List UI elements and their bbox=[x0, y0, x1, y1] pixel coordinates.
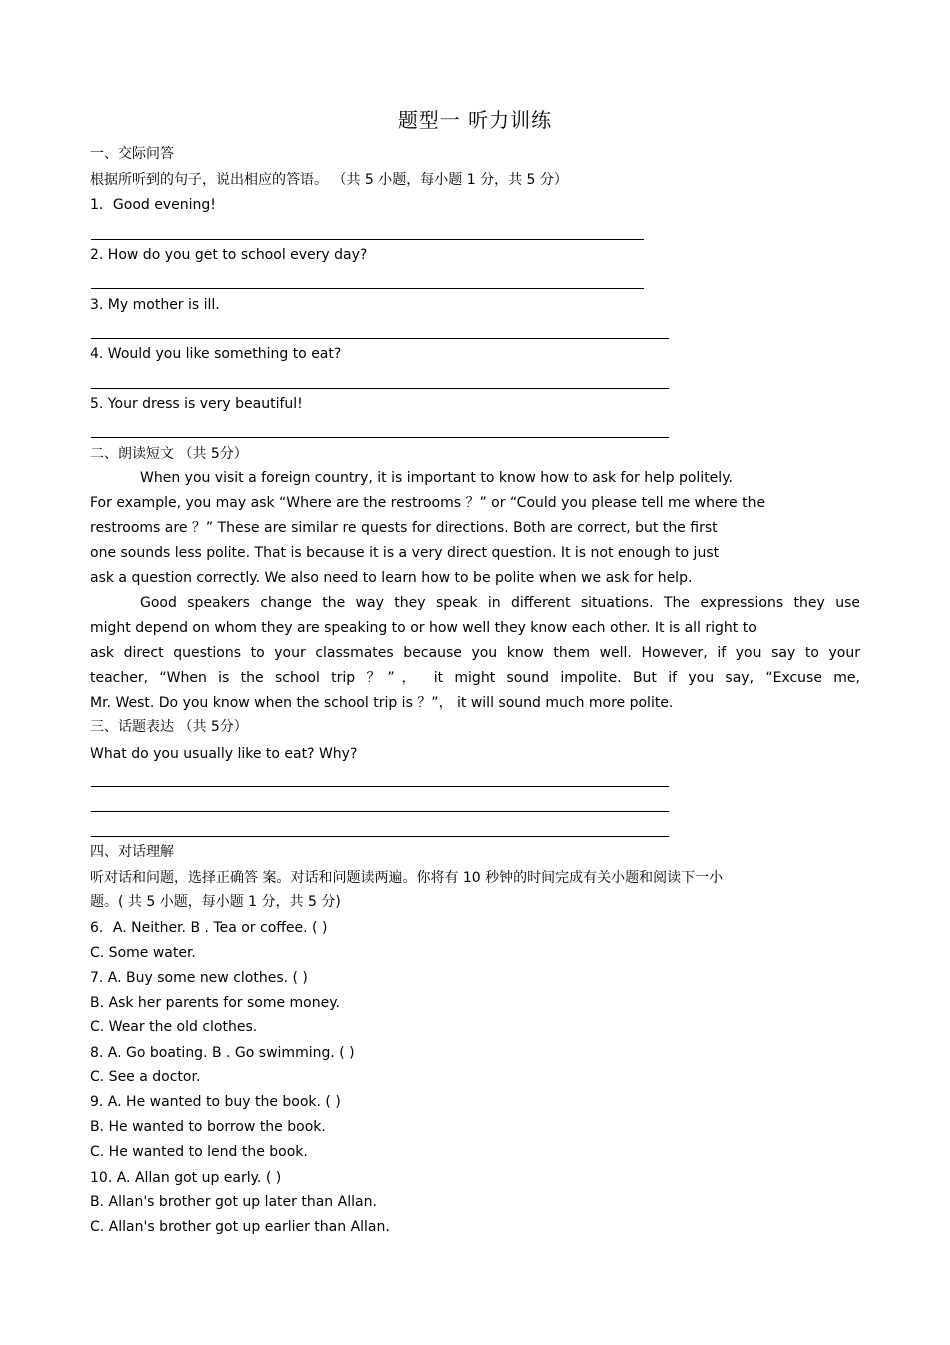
passage-line: For example, you may ask “Where are the restrooms ？” or “Could you please tell me where the bbox=[90, 495, 766, 511]
passage-line: restrooms are ？” These are similar re quests for directions. Both are correct, but the first bbox=[90, 520, 718, 536]
section1-heading: 一、交际问答 bbox=[90, 146, 174, 162]
question-item: 2. How do you get to school every day? bbox=[90, 247, 368, 263]
choice-line: 6．A. Neither. B . Tea or coffee. ( ) bbox=[90, 920, 328, 936]
passage-line: might depend on whom they are speaking to or how well they know each other. It is all right to bbox=[90, 620, 757, 636]
section2-heading: 二、朗读短文 （共 5分） bbox=[90, 446, 248, 462]
passage-line: ask direct questions to your classmates because you know them well. However, if you say to your bbox=[90, 645, 860, 661]
topic-question: What do you usually like to eat? Why? bbox=[90, 746, 358, 762]
answer-line bbox=[91, 338, 669, 339]
section3-heading: 三、话题表达 （共 5分） bbox=[90, 719, 248, 735]
choice-line: B. He wanted to borrow the book. bbox=[90, 1119, 326, 1135]
choice-line: B. Allan's brother got up later than Allan. bbox=[90, 1194, 377, 1210]
choice-line: C. He wanted to lend the book. bbox=[90, 1144, 308, 1160]
choice-line: C. Wear the old clothes. bbox=[90, 1019, 258, 1035]
reading-passage bbox=[90, 466, 860, 716]
passage-line: Mr. West. Do you know when the school trip is ？”， it will sound much more polite. bbox=[90, 695, 674, 711]
question-item: 3. My mother is ill. bbox=[90, 297, 220, 313]
answer-line bbox=[91, 288, 644, 289]
choice-line: 7. A. Buy some new clothes. ( ) bbox=[90, 970, 308, 986]
answer-line bbox=[91, 811, 669, 812]
choice-line: B. Ask her parents for some money. bbox=[90, 995, 340, 1011]
question-item: 4. Would you like something to eat? bbox=[90, 346, 342, 362]
answer-line bbox=[91, 388, 669, 389]
answer-line bbox=[91, 437, 669, 438]
choice-line: 8. A. Go boating. B . Go swimming. ( ) bbox=[90, 1045, 355, 1061]
passage-line: teacher, “When is the school trip ？”， it might sound impolite. But if you say, “Excuse me, bbox=[90, 670, 860, 686]
passage-line: Good speakers change the way they speak in different situations. The expressions they use bbox=[140, 595, 860, 611]
section4-instruction: 听对话和问题，选择正确答 案。对话和问题读两遍。你将有 10 秒钟的时间完成有关小题和阅读下一小 bbox=[90, 870, 724, 886]
passage-line: one sounds less polite. That is because it is a very direct question. It is not enough to just bbox=[90, 545, 720, 561]
choice-line: C. Allan's brother got up earlier than Allan. bbox=[90, 1219, 390, 1235]
page-title: 题型一 听力训练 bbox=[397, 108, 553, 132]
section4-instruction: 题。( 共 5 小题，每小题 1 分，共 5 分) bbox=[90, 894, 341, 910]
choice-line: C. See a doctor. bbox=[90, 1069, 201, 1085]
answer-line bbox=[91, 836, 669, 837]
answer-line bbox=[91, 786, 669, 787]
passage-line: When you visit a foreign country, it is important to know how to ask for help politely. bbox=[140, 470, 733, 486]
section1-instruction: 根据所听到的句子，说出相应的答语。 （共 5 小题，每小题 1 分，共 5 分） bbox=[90, 172, 568, 188]
question-item: 5. Your dress is very beautiful! bbox=[90, 396, 303, 412]
question-item: 1．Good evening! bbox=[90, 197, 216, 213]
choice-line: 9. A. He wanted to buy the book. ( ) bbox=[90, 1094, 341, 1110]
section4-heading: 四、对话理解 bbox=[90, 844, 174, 860]
choice-line: C. Some water. bbox=[90, 945, 196, 961]
answer-line bbox=[91, 239, 644, 240]
passage-line: ask a question correctly. We also need to learn how to be polite when we ask for help. bbox=[90, 570, 693, 586]
choice-line: 10. A. Allan got up early. ( ) bbox=[90, 1170, 282, 1186]
